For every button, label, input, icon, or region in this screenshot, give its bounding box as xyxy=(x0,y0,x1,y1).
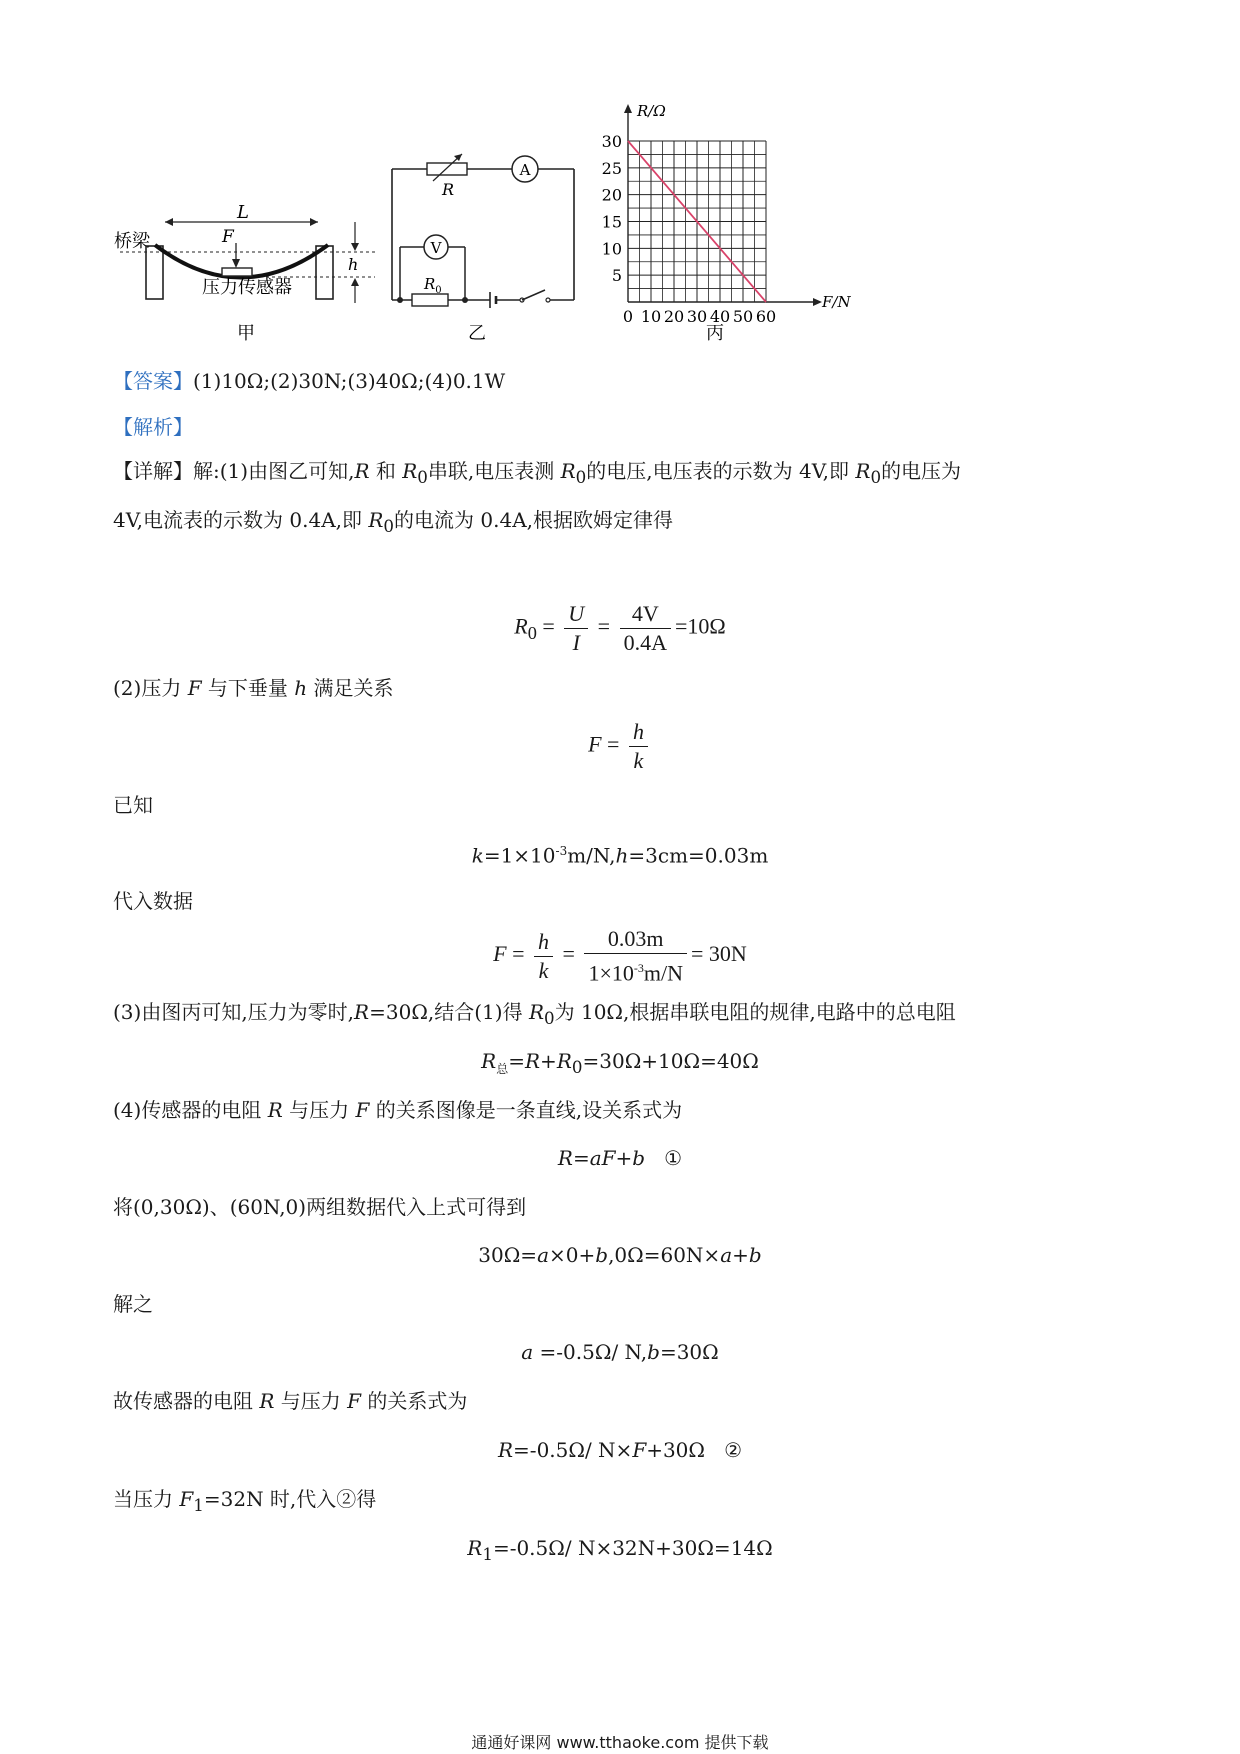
solution-paragraph-3: 已知 xyxy=(113,793,153,817)
solution-paragraph-1-line-2 xyxy=(113,505,1133,542)
solution-paragraph-9 xyxy=(113,1386,1133,1416)
solution-paragraph-5 xyxy=(113,997,1133,1034)
p1-var-R: R xyxy=(354,459,370,483)
p5-text-c: 为 10Ω,根据串联电阻的规律,电路中的总电阻 xyxy=(554,1000,956,1024)
equation-substitution xyxy=(0,1240,1240,1270)
h-label: h xyxy=(348,255,359,274)
h-arrow-top xyxy=(351,243,359,251)
solution-paragraph-10 xyxy=(113,1484,1133,1521)
h-arrow-bottom xyxy=(351,278,359,286)
solution-paragraph-1 xyxy=(113,456,1133,493)
equation-total-resistance xyxy=(0,1046,1240,1084)
p5-text-b: =30Ω,结合(1)得 xyxy=(369,1000,529,1024)
x-axis-arrow xyxy=(813,298,822,306)
eq5-R0: R xyxy=(556,1049,572,1073)
p5-sub-0: 0 xyxy=(544,1009,555,1028)
answer-text: (1)10Ω;(2)30N;(3)40Ω;(4)0.1W xyxy=(193,369,506,393)
eq5-R2: R xyxy=(524,1049,541,1073)
p5-var-R: R xyxy=(354,1000,370,1024)
eq3-hval: =3cm=0.03m xyxy=(628,843,769,868)
eq4-den1: k xyxy=(538,957,549,983)
p10-text-b: =32N 时,代入②得 xyxy=(203,1487,377,1511)
p1-var-R0c: R xyxy=(855,459,871,483)
ammeter-letter: A xyxy=(519,161,531,179)
eq1-lhs: R xyxy=(514,613,528,639)
x-tick-label: 60 xyxy=(755,307,777,326)
equation-F-h-k: F = $\frac{h}{k}$ xyxy=(0,718,1240,775)
solution-paragraph-2 xyxy=(113,673,1133,703)
x-tick-labels xyxy=(623,307,776,326)
eq8-d: =30Ω xyxy=(659,1340,719,1364)
switch-blade xyxy=(522,290,545,300)
equation-relation xyxy=(0,1435,1240,1465)
eq4-den2a: 1×10 xyxy=(588,960,634,986)
L-arrow-left xyxy=(165,218,173,226)
y-axis-label: R/Ω xyxy=(637,102,666,120)
y-tick-labels xyxy=(602,132,622,285)
y-tick-label: 15 xyxy=(601,212,622,232)
eq9-a: =-0.5Ω/ N× xyxy=(513,1438,633,1462)
eq1-den1: I xyxy=(572,630,580,655)
eq5-sub0: 0 xyxy=(571,1058,583,1077)
p1-var-R0: R xyxy=(402,459,418,483)
p1-text-b: 和 xyxy=(369,459,403,483)
eq4-num1: h xyxy=(534,928,553,957)
eq1-num2: 4V xyxy=(620,600,671,629)
x-tick-label: 30 xyxy=(686,307,708,326)
y-tick-label: 5 xyxy=(611,266,622,286)
caption-yi: 乙 xyxy=(468,323,486,344)
eq2-lhs: F xyxy=(588,731,602,757)
eq7-f: a xyxy=(720,1243,733,1267)
x-tick-label: 50 xyxy=(732,307,754,326)
p10-sub: 1 xyxy=(193,1496,204,1515)
p6-text-a: (4)传感器的电阻 xyxy=(113,1098,268,1122)
left-pillar xyxy=(146,246,163,299)
p2-text-b: 与下垂量 xyxy=(201,676,295,700)
p2-var-F: F xyxy=(187,676,202,700)
solution-paragraph-4: 代入数据 xyxy=(113,889,193,913)
eq5-sub: 总 xyxy=(496,1062,509,1076)
p1-var-R0d: R xyxy=(368,508,384,532)
solution-paragraph-6 xyxy=(113,1095,1133,1125)
eq10-R: R xyxy=(467,1536,483,1560)
p2-var-h: h xyxy=(294,676,308,700)
p9-text-b: 与压力 xyxy=(274,1389,348,1413)
sensor-resistor-label: R xyxy=(442,180,455,199)
y-tick-label: 25 xyxy=(601,158,622,178)
y-tick-label: 10 xyxy=(601,239,622,259)
eq1-fraction-2 xyxy=(620,600,671,657)
resistor-R0 xyxy=(412,294,448,306)
eq2-fraction xyxy=(629,718,648,775)
L-arrow-right xyxy=(310,218,318,226)
solution-paragraph-7: 将(0,30Ω)、(60N,0)两组数据代入上式可得到 xyxy=(113,1195,527,1219)
junction-left xyxy=(397,297,403,303)
p6-var-R: R xyxy=(267,1098,283,1122)
equation-R0: $R_0$ = $\frac{U}{I}$ = $\frac{4V}{0.4A}$ =10Ω xyxy=(514,601,726,655)
eq1-lhs-sub: 0 xyxy=(527,622,537,643)
eq1-num1: U xyxy=(564,600,588,629)
p9-var-F: F xyxy=(347,1389,362,1413)
switch-contact xyxy=(546,298,550,302)
y-axis-arrow xyxy=(624,104,632,113)
eq7-h: b xyxy=(748,1243,762,1267)
junction-right xyxy=(462,297,468,303)
equation-linear-form xyxy=(0,1143,1240,1173)
eq7-c: ×0+ xyxy=(549,1243,596,1267)
eq1-result: =10Ω xyxy=(674,613,726,639)
eq4-den2exp: -3 xyxy=(633,961,644,975)
eq3-k: k xyxy=(471,843,484,868)
eq4-den2b: m/N xyxy=(643,960,684,986)
L-label: L xyxy=(237,202,249,223)
eq4-lhs: F xyxy=(493,941,507,967)
answer-line xyxy=(113,366,1133,396)
p5-var-R0: R xyxy=(528,1000,545,1024)
solution-paragraph-8: 解之 xyxy=(113,1292,153,1316)
eq5-mid: = xyxy=(508,1049,525,1073)
p1-var-R0b: R xyxy=(560,459,576,483)
figures-row xyxy=(0,0,1240,360)
p1-text-a: 解:(1)由图乙可知, xyxy=(193,459,355,483)
eq8-b: =-0.5Ω/ N, xyxy=(533,1340,648,1364)
x-tick-label: 40 xyxy=(709,307,731,326)
analysis-tag: 【解析】 xyxy=(113,415,193,439)
equation-solved-coefficients xyxy=(0,1337,1240,1367)
equation-F-result: F = $\frac{h}{k}$ = $\frac{0.03m}{1\times 10^{-3}m/N}$ = 30N xyxy=(493,926,747,986)
eq9-F: F xyxy=(632,1438,647,1462)
p1-sub-0b: 0 xyxy=(575,468,587,487)
x-tick-label: 0 xyxy=(622,307,634,326)
eq6-text: R=aF+b xyxy=(557,1146,646,1170)
graph-bing xyxy=(602,102,852,344)
voltmeter-letter: V xyxy=(430,239,442,257)
pressure-sensor xyxy=(222,268,252,276)
sensor-label: 压力传感器 xyxy=(202,277,292,298)
eq7-b: a xyxy=(537,1243,549,1267)
eq4-fraction-1 xyxy=(534,928,553,985)
x-axis-label: F/N xyxy=(822,293,851,311)
eq1-den2: 0.4A xyxy=(623,630,667,655)
eq4-fraction-2 xyxy=(584,925,687,987)
eq5-R: R xyxy=(481,1049,497,1073)
p1-line2-b: 的电流为 0.4A,根据欧姆定律得 xyxy=(394,508,673,532)
y-tick-label: 20 xyxy=(601,185,622,205)
eq3-kval: =1×10 xyxy=(483,843,556,868)
p1-text-d: 的电压,电压表的示数为 4V,即 xyxy=(586,459,856,483)
p9-var-R: R xyxy=(259,1389,275,1413)
equation-final-R1 xyxy=(0,1533,1240,1570)
eq9-R: R xyxy=(497,1438,514,1462)
p6-text-c: 的关系图像是一条直线,设关系式为 xyxy=(369,1098,683,1122)
p9-text-a: 故传感器的电阻 xyxy=(113,1389,260,1413)
eq4-num2: 0.03m xyxy=(584,925,687,954)
eq7-d: b xyxy=(595,1243,609,1267)
eq5-rest: =30Ω+10Ω=40Ω xyxy=(582,1049,759,1073)
p10-var-F: F xyxy=(179,1487,194,1511)
eq3-kexp: -3 xyxy=(555,844,568,858)
eq10-rest: =-0.5Ω/ N×32N+30Ω=14Ω xyxy=(492,1536,773,1560)
p1-sub-0: 0 xyxy=(417,468,428,487)
eq6-mark: ① xyxy=(664,1146,683,1170)
sensor-resistor xyxy=(427,163,467,175)
F-label: F xyxy=(222,227,234,247)
eq2-num: h xyxy=(629,718,648,747)
equation-known-values xyxy=(0,836,1240,871)
eq1-fraction-1 xyxy=(564,600,588,657)
eq7-g: + xyxy=(732,1243,749,1267)
detail-tag: 【详解】 xyxy=(113,459,193,483)
eq3-kunit: m/N, xyxy=(567,843,616,868)
p1-text-c: 串联,电压表测 xyxy=(427,459,561,483)
p5-text-a: (3)由图丙可知,压力为零时, xyxy=(113,1000,355,1024)
p1-sub-0d: 0 xyxy=(383,517,395,536)
caption-bing: 丙 xyxy=(706,323,724,344)
eq3-h: h xyxy=(615,843,629,868)
p6-var-F: F xyxy=(355,1098,370,1122)
x-tick-label: 10 xyxy=(640,307,662,326)
eq7-e: ,0Ω=60N× xyxy=(608,1243,721,1267)
eq9-b: +30Ω xyxy=(646,1438,705,1462)
R0-label: $R_0$ xyxy=(424,275,442,296)
F-arrow-head xyxy=(232,259,240,268)
eq7-a: 30Ω= xyxy=(478,1243,538,1267)
p1-text-e: 的电压为 xyxy=(881,459,962,483)
p1-line2-a: 4V,电流表的示数为 0.4A,即 xyxy=(113,508,369,532)
figure-yi xyxy=(392,154,574,344)
bridge-label: 桥梁 xyxy=(114,231,150,252)
p2-text-a: (2)压力 xyxy=(113,676,188,700)
p9-text-c: 的关系式为 xyxy=(361,1389,468,1413)
answer-tag: 【答案】 xyxy=(113,369,193,393)
eq8-a: a xyxy=(521,1340,534,1364)
p6-text-b: 与压力 xyxy=(282,1098,356,1122)
eq10-sub: 1 xyxy=(482,1545,493,1564)
caption-jia: 甲 xyxy=(237,323,255,344)
y-tick-label: 30 xyxy=(601,132,622,151)
eq2-den: k xyxy=(633,748,644,773)
p10-text-a: 当压力 xyxy=(113,1487,180,1511)
p1-sub-0c: 0 xyxy=(870,468,882,487)
eq5-plus: + xyxy=(540,1049,557,1073)
eq8-c: b xyxy=(647,1340,660,1364)
p2-text-c: 满足关系 xyxy=(307,676,394,700)
figure-jia xyxy=(114,202,375,344)
eq9-mark: ② xyxy=(724,1438,743,1462)
eq4-result: = 30N xyxy=(691,941,747,967)
footer-source: 通通好课网 www.tthaoke.com 提供下载 xyxy=(471,1733,769,1752)
x-tick-label: 20 xyxy=(663,307,685,326)
